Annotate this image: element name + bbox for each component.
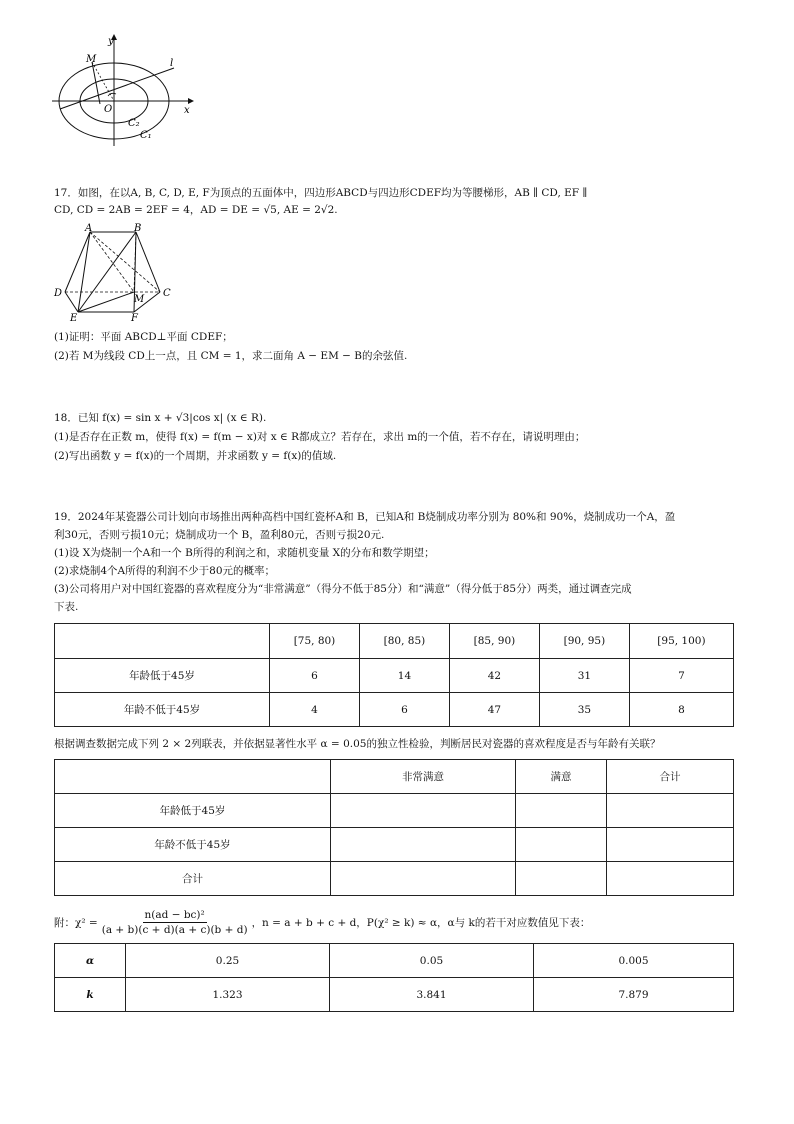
q18-line1: 18．已知 f(x) = sin x + √3|cos x| (x ∈ R). — [54, 412, 267, 424]
table-cell: 3.841 — [330, 978, 534, 1012]
table-cell — [607, 862, 734, 896]
q19-part2: (2)求烧制4个A所得的利润不少于80元的概率； — [54, 565, 275, 577]
label-b: B — [134, 223, 142, 234]
table-row — [55, 944, 734, 978]
score-table-header-5: [95, 100) — [629, 624, 733, 659]
appendix-prefix: 附：χ² = — [54, 916, 98, 929]
table-cell — [331, 862, 516, 896]
q19-part3b: 下表. — [54, 601, 79, 613]
table-cell: 年龄不低于45岁 — [55, 693, 270, 727]
table-cell: 0.25 — [126, 944, 330, 978]
table-cell: 0.05 — [330, 944, 534, 978]
table-row — [55, 659, 734, 693]
score-table-header-3: [85, 90) — [449, 624, 539, 659]
q18-part2: (2)写出函数 y = f(x)的一个周期，并求函数 y = f(x)的值域. — [54, 450, 337, 462]
table-cell: 7.879 — [534, 978, 734, 1012]
label-f: F — [131, 313, 138, 322]
table-cell: 31 — [539, 659, 629, 693]
ellipse-figure — [48, 34, 198, 149]
q19-part3a: (3)公司将用户对中国红瓷器的喜欢程度分为“非常满意”（得分不低于85分）和“满意”（得分低于85分）两类，通过调查完成 — [54, 583, 632, 595]
q19-part1: (1)设 X为烧制一个A和一个 B所得的利润之和，求随机变量 X的分布和数学期望； — [54, 547, 435, 559]
table-cell: 合计 — [55, 862, 331, 896]
table-cell — [331, 828, 516, 862]
table-cell: 年龄低于45岁 — [55, 659, 270, 693]
table-cell: α — [55, 944, 126, 978]
label-m: M — [86, 54, 97, 65]
q19-line2: 利30元，否则亏损10元；烧制成功一个 B，盈利80元，否则亏损20元. — [54, 529, 385, 541]
table-cell — [516, 862, 607, 896]
table-cell: 0.005 — [534, 944, 734, 978]
table-cell — [516, 828, 607, 862]
table-cell: 35 — [539, 693, 629, 727]
table-row — [55, 828, 734, 862]
table-cell: 47 — [449, 693, 539, 727]
table-cell: 14 — [359, 659, 449, 693]
table-row — [55, 693, 734, 727]
q17-line1: 17．如图，在以A, B, C, D, E, F为顶点的五面体中，四边形ABCD与四边形CDEF均为等腰梯形，AB ∥ CD, EF ∥ — [54, 187, 588, 199]
label-c1: C₁ — [140, 130, 152, 141]
label-e: E — [70, 313, 78, 322]
score-table-header-4: [90, 95) — [539, 624, 629, 659]
label-o: O — [104, 104, 113, 115]
q18-part1: (1)是否存在正数 m，使得 f(x) = f(m − x)对 x ∈ R都成立？若存在，求出 m的一个值，若不存在，请说明理由； — [54, 431, 586, 443]
label-c2: C₂ — [128, 118, 140, 129]
contingency-header-3: 合计 — [607, 760, 734, 794]
label-d: D — [54, 288, 63, 299]
formula-denominator: (a + b)(c + d)(a + c)(b + d) — [101, 923, 248, 936]
table-cell: 年龄低于45岁 — [55, 794, 331, 828]
chi-square-fraction — [102, 908, 248, 937]
label-a: A — [85, 223, 93, 234]
score-table-header-0 — [55, 624, 270, 659]
table-cell: 42 — [449, 659, 539, 693]
table-cell — [607, 828, 734, 862]
contingency-header-2: 满意 — [516, 760, 607, 794]
table-row — [55, 978, 734, 1012]
score-table — [54, 623, 734, 727]
table-cell: 6 — [270, 659, 360, 693]
contingency-header-1: 非常满意 — [331, 760, 516, 794]
label-c: C — [163, 288, 171, 299]
q19-instruction: 根据调查数据完成下列 2 × 2列联表，并依据显著性水平 α = 0.05的独立性检验，判断居民对瓷器的喜欢程度是否与年龄有关联？ — [54, 738, 661, 750]
label-l: l — [170, 58, 174, 69]
critical-value-table — [54, 943, 734, 1012]
contingency-header-0 — [55, 760, 331, 794]
table-cell: k — [55, 978, 126, 1012]
table-row — [55, 862, 734, 896]
appendix-line — [54, 905, 590, 939]
label-x: x — [184, 105, 190, 116]
label-m: M — [134, 294, 145, 305]
table-cell: 1.323 — [126, 978, 330, 1012]
score-table-header-1: [75, 80) — [270, 624, 360, 659]
q17-part1: (1)证明：平面 ABCD⊥平面 CDEF； — [54, 331, 233, 343]
pentahedron-figure — [50, 222, 180, 322]
table-cell: 6 — [359, 693, 449, 727]
label-y: y — [108, 36, 114, 47]
table-cell: 年龄不低于45岁 — [55, 828, 331, 862]
q17-part2: (2)若 M为线段 CD上一点，且 CM = 1，求二面角 A − EM − B的余弦值. — [54, 350, 408, 362]
table-cell — [607, 794, 734, 828]
score-table-header-2: [80, 85) — [359, 624, 449, 659]
table-cell — [331, 794, 516, 828]
q19-line1: 19．2024年某瓷器公司计划向市场推出两种高档中国红瓷杯A和 B，已知A和 B烧制成功率分别为 80%和 90%，烧制成功一个A，盈 — [54, 511, 676, 523]
q17-line2: CD, CD = 2AB = 2EF = 4，AD = DE = √5, AE = 2√2. — [54, 204, 338, 216]
table-row — [55, 794, 734, 828]
table-cell — [516, 794, 607, 828]
table-cell: 4 — [270, 693, 360, 727]
contingency-table — [54, 759, 734, 896]
table-cell: 7 — [629, 659, 733, 693]
appendix-suffix: ，n = a + b + c + d，P(χ² ≥ k) ≈ α，α与 k的若干对应数值见下表： — [251, 916, 591, 929]
formula-numerator: n(ad − bc)² — [144, 908, 205, 921]
table-cell: 8 — [629, 693, 733, 727]
